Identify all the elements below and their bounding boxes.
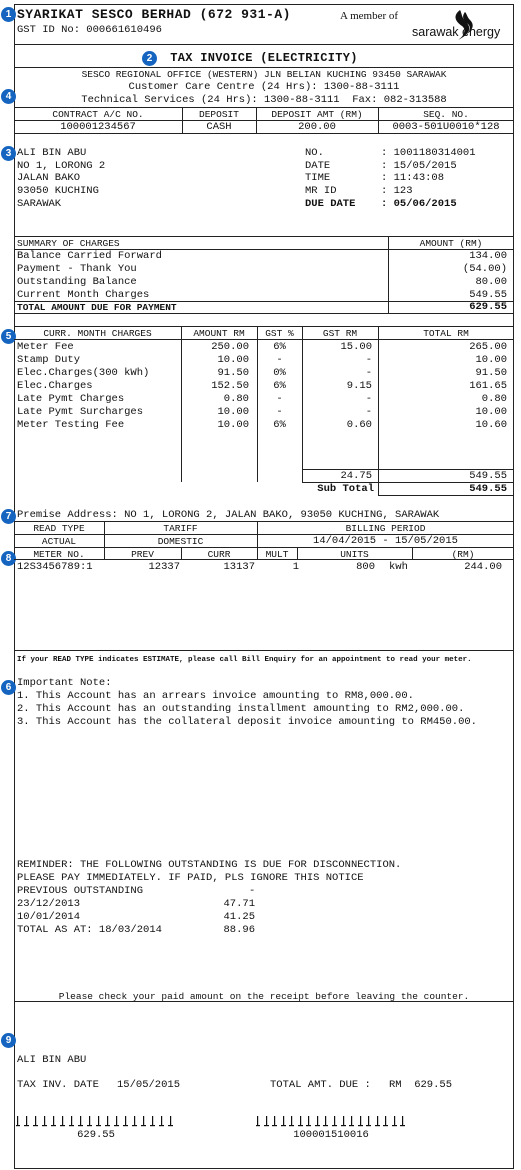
barcode-bar: [152, 1116, 153, 1126]
summary-header: SUMMARY OF CHARGES: [17, 238, 120, 249]
premise-address: Premise Address: NO 1, LORONG 2, JALAN BAKO, 93050 KUCHING, SARAWAK: [17, 509, 440, 521]
barcode-bar: [134, 1116, 135, 1126]
tariff-value: DOMESTIC: [157, 536, 204, 547]
customer-address-line4: SARAWAK: [17, 198, 62, 210]
brand-text: sarawak energy: [412, 25, 501, 39]
charge-amount: 0.80: [223, 393, 249, 405]
barcode-bar-foot: [256, 1125, 260, 1126]
barcode-bar: [385, 1116, 386, 1126]
invoice-title: TAX INVOICE (ELECTRICITY): [170, 51, 358, 65]
barcode-bar: [17, 1116, 18, 1126]
estimate-note: If your READ TYPE indicates ESTIMATE, please call Bill Enquiry for an appointment to read your meter.: [17, 656, 472, 664]
summary-amount: (54.00): [462, 263, 507, 275]
barcode-bar-foot: [78, 1125, 83, 1126]
divider: [104, 521, 105, 547]
charge-gst-amount: 9.15: [346, 380, 372, 392]
charge-total: 10.60: [475, 419, 507, 431]
member-of-label: A member of: [340, 10, 399, 22]
billing-period-value: 14/04/2015 - 15/05/2015: [313, 535, 458, 547]
charge-gst-amount: -: [365, 406, 372, 418]
reminder-line1: REMINDER: THE FOLLOWING OUTSTANDING IS DUE FOR DISCONNECTION.: [17, 859, 402, 871]
barcode-bar-foot: [332, 1125, 337, 1126]
barcode-bar-foot: [306, 1125, 311, 1126]
deposit-amount: 200.00: [298, 121, 336, 133]
barcode-bar: [351, 1116, 352, 1126]
read-type-header: READ TYPE: [33, 523, 85, 534]
reminder-line2: PLEASE PAY IMMEDIATELY. IF PAID, PLS IGNORE THIS NOTICE: [17, 872, 364, 884]
charge-gst-amount: 15.00: [340, 341, 372, 353]
summary-amount-header: AMOUNT (RM): [419, 238, 483, 249]
barcode-bar-foot: [366, 1125, 371, 1126]
due-date-value: : 05/06/2015: [381, 198, 457, 210]
barcode-bar: [334, 1116, 335, 1126]
customer-address-line1: NO 1, LORONG 2: [17, 160, 106, 172]
company-name: SYARIKAT SESCO BERHAD (672 931-A): [17, 7, 291, 22]
barcode-bar: [377, 1116, 378, 1126]
divider: [14, 313, 514, 314]
barcode-bar: [71, 1116, 72, 1126]
check-receipt-note: Please check your paid amount on the receipt before leaving the counter.: [58, 991, 470, 1002]
barcode-bar-foot: [298, 1125, 303, 1126]
summary-label: Payment - Thank You: [17, 263, 137, 275]
barcode-bar-foot: [168, 1125, 173, 1126]
charge-amount: 91.50: [217, 367, 249, 379]
charge-total: 0.80: [481, 393, 507, 405]
divider: [14, 133, 514, 134]
charge-amount: 152.50: [211, 380, 249, 392]
barcode-bar: [308, 1116, 309, 1126]
barcode-bar-foot: [96, 1125, 101, 1126]
slip-date-label: TAX INV. DATE: [17, 1079, 99, 1091]
charges-header-gst-pct: GST %: [265, 328, 294, 339]
curr-header: CURR: [207, 549, 231, 560]
barcode-bar-foot: [33, 1125, 38, 1126]
charge-gst-amount: 0.60: [346, 419, 372, 431]
barcode-bar: [317, 1116, 318, 1126]
billing-period-header: BILLING PERIOD: [345, 523, 426, 534]
charge-gst-percent: 6%: [273, 341, 286, 353]
barcode-bar-foot: [159, 1125, 164, 1126]
multiplier: 1: [292, 561, 299, 573]
charge-gst-amount: -: [365, 393, 372, 405]
outstanding-amount: 47.71: [223, 898, 255, 910]
meter-rm-value: 244.00: [464, 561, 502, 573]
account-header-deposit-amt: DEPOSIT AMT (RM): [271, 109, 363, 120]
barcode-bar: [402, 1116, 403, 1126]
charge-gst-percent: 0%: [273, 367, 286, 379]
barcode-bar-foot: [392, 1125, 397, 1126]
barcode-bar-foot: [289, 1125, 294, 1126]
bill-no-label: NO.: [305, 147, 324, 159]
barcode-bar-foot: [132, 1125, 137, 1126]
units-value: 800: [356, 561, 375, 573]
barcode-bar: [360, 1116, 361, 1126]
charge-gst-percent: -: [276, 393, 283, 405]
charge-description: Meter Testing Fee: [17, 419, 125, 431]
gst-id: GST ID No: 000661610496: [17, 24, 162, 36]
barcode-bar-foot: [87, 1125, 92, 1126]
barcode-bar: [368, 1116, 369, 1126]
important-note-item: 1. This Account has an arrears invoice amounting to RM8,000.00.: [17, 690, 414, 702]
barcode-bar-foot: [150, 1125, 155, 1126]
barcode-amount: [16, 1116, 181, 1128]
divider: [181, 547, 182, 559]
subtotal-label: Sub Total: [317, 483, 374, 495]
barcode-bar-foot: [281, 1125, 286, 1126]
charge-gst-percent: 6%: [273, 380, 286, 392]
barcode-bar: [125, 1116, 126, 1126]
outstanding-total-label: TOTAL AS AT: 18/03/2014: [17, 924, 162, 936]
charge-amount: 10.00: [217, 419, 249, 431]
deposit-type: CASH: [206, 121, 232, 133]
barcode-bar-foot: [358, 1125, 363, 1126]
account-header-seq: SEQ. NO.: [423, 109, 469, 120]
units-header: UNITS: [340, 549, 369, 560]
divider: [378, 107, 379, 133]
marker-4: 4: [1, 89, 16, 104]
charge-description: Stamp Duty: [17, 354, 81, 366]
charges-header-desc: CURR. MONTH CHARGES: [43, 328, 152, 339]
bill-no-value: : 1001180314001: [381, 147, 476, 159]
slip-due-value: RM 629.55: [389, 1079, 453, 1091]
mult-header: MULT: [265, 549, 289, 560]
customer-address-line3: 93050 KUCHING: [17, 185, 99, 197]
barcode-bar: [266, 1116, 267, 1126]
tariff-header: TARIFF: [163, 523, 198, 534]
barcode-amount-text: 629.55: [77, 1129, 115, 1141]
units-kwh: kwh: [389, 561, 408, 573]
summary-label: Balance Carried Forward: [17, 250, 162, 262]
marker-1: 1: [1, 7, 16, 22]
charges-header-amount: AMOUNT RM: [193, 328, 245, 339]
prev-header: PREV: [131, 549, 154, 560]
barcode-bar-foot: [123, 1125, 128, 1126]
charge-total: 10.00: [475, 354, 507, 366]
barcode-bar-foot: [51, 1125, 56, 1126]
barcode-bar: [26, 1116, 27, 1126]
account-header-contract: CONTRACT A/C NO.: [52, 109, 144, 120]
barcode-bar: [116, 1116, 117, 1126]
curr-reading: 13137: [223, 561, 255, 573]
barcode-bar: [107, 1116, 108, 1126]
barcode-bar-foot: [16, 1125, 20, 1126]
summary-amount: 80.00: [475, 276, 507, 288]
marker-3: 3: [1, 146, 16, 161]
barcode-bar: [343, 1116, 344, 1126]
barcode-bar-foot: [69, 1125, 74, 1126]
mr-id-value: : 123: [381, 185, 413, 197]
barcode-bar-foot: [105, 1125, 110, 1126]
barcode-bar: [62, 1116, 63, 1126]
previous-outstanding-dash: -: [249, 885, 256, 897]
read-type-value: ACTUAL: [41, 536, 77, 547]
summary-label: Current Month Charges: [17, 289, 150, 301]
charge-gst-percent: -: [276, 406, 283, 418]
customer-address-line2: JALAN BAKO: [17, 172, 81, 184]
marker-2: 2: [142, 51, 157, 66]
barcode-bar-foot: [349, 1125, 354, 1126]
barcode-bar: [53, 1116, 54, 1126]
summary-amount: 134.00: [469, 250, 507, 262]
divider: [14, 559, 514, 560]
barcode-bar: [274, 1116, 275, 1126]
contract-account-no: 100001234567: [60, 121, 136, 133]
important-note-title: Important Note:: [17, 677, 112, 689]
barcode-bar-foot: [341, 1125, 346, 1126]
marker-8: 8: [1, 551, 16, 566]
charge-description: Elec.Charges: [17, 380, 93, 392]
summary-amount: 549.55: [469, 289, 507, 301]
outstanding-date: 10/01/2014: [17, 911, 81, 923]
divider: [14, 650, 514, 651]
barcode-bar-foot: [141, 1125, 146, 1126]
marker-6: 6: [1, 680, 16, 695]
account-header-deposit: DEPOSIT: [199, 109, 239, 120]
customer-care: Customer Care Centre (24 Hrs): 1300-88-3111: [128, 81, 400, 93]
sarawak-energy-logo: [412, 8, 512, 42]
charges-header-total: TOTAL RM: [423, 328, 469, 339]
charge-total: 161.65: [469, 380, 507, 392]
barcode-bar: [257, 1116, 258, 1126]
divider: [104, 547, 105, 559]
bill-date-value: : 15/05/2015: [381, 160, 457, 172]
subtotal-value: 549.55: [469, 483, 507, 495]
sequence-no: 0003-501U0010*128: [392, 121, 500, 133]
technical-services: Technical Services (24 Hrs): 1300-88-3111 Fax: 082-313588: [81, 94, 447, 106]
barcode-bar-foot: [60, 1125, 65, 1126]
barcode-bar-foot: [400, 1125, 405, 1126]
divider: [14, 44, 514, 45]
charge-amount: 10.00: [217, 354, 249, 366]
charge-gst-percent: -: [276, 354, 283, 366]
bill-time-label: TIME: [305, 172, 331, 184]
gst-total: 24.75: [340, 470, 372, 482]
barcode-bar: [300, 1116, 301, 1126]
barcode-reference: [256, 1116, 412, 1128]
divider: [182, 107, 183, 133]
barcode-bar-foot: [272, 1125, 277, 1126]
barcode-bar: [35, 1116, 36, 1126]
important-note-item: 2. This Account has an outstanding installment amounting to RM2,000.00.: [17, 703, 465, 715]
divider: [14, 339, 514, 340]
divider: [256, 107, 257, 133]
barcode-bar: [394, 1116, 395, 1126]
barcode-bar-foot: [264, 1125, 269, 1126]
barcode-bar: [161, 1116, 162, 1126]
total-due-amount: 629.55: [469, 301, 507, 313]
slip-due-label: TOTAL AMT. DUE :: [270, 1079, 371, 1091]
marker-7: 7: [1, 509, 16, 524]
slip-customer-name: ALI BIN ABU: [17, 1054, 87, 1066]
charge-total: 91.50: [475, 367, 507, 379]
outstanding-amount: 41.25: [223, 911, 255, 923]
barcode-bar-foot: [42, 1125, 47, 1126]
charge-amount: 10.00: [217, 406, 249, 418]
barcode-bar: [283, 1116, 284, 1126]
charge-total: 10.00: [475, 406, 507, 418]
charge-total: 265.00: [469, 341, 507, 353]
barcode-bar: [44, 1116, 45, 1126]
summary-label: Outstanding Balance: [17, 276, 137, 288]
customer-name: ALI BIN ABU: [17, 147, 87, 159]
important-note-item: 3. This Account has the collateral deposit invoice amounting to RM450.00.: [17, 716, 477, 728]
charge-gst-amount: -: [365, 367, 372, 379]
bill-time-value: : 11:43:08: [381, 172, 445, 184]
previous-outstanding-label: PREVIOUS OUTSTANDING: [17, 885, 144, 897]
bill-date-label: DATE: [305, 160, 331, 172]
charges-header-gst-rm: GST RM: [322, 328, 358, 339]
barcode-bar-foot: [315, 1125, 320, 1126]
meter-no-header: METER NO.: [33, 549, 85, 560]
outstanding-total-amount: 88.96: [223, 924, 255, 936]
barcode-bar: [143, 1116, 144, 1126]
mr-id-label: MR ID: [305, 185, 337, 197]
prev-reading: 12337: [148, 561, 180, 573]
barcode-bar: [98, 1116, 99, 1126]
barcode-bar: [89, 1116, 90, 1126]
barcode-bar: [291, 1116, 292, 1126]
office-address: SESCO REGIONAL OFFICE (WESTERN) JLN BELIAN KUCHING 93450 SARAWAK: [81, 69, 447, 80]
barcode-bar-foot: [114, 1125, 119, 1126]
marker-9: 9: [1, 1033, 16, 1048]
barcode-bar-foot: [24, 1125, 29, 1126]
barcode-bar: [325, 1116, 326, 1126]
barcode-bar-foot: [383, 1125, 388, 1126]
marker-5: 5: [1, 329, 16, 344]
divider: [378, 495, 514, 496]
charge-description: Late Pymt Surcharges: [17, 406, 144, 418]
barcode-bar: [80, 1116, 81, 1126]
charge-description: Elec.Charges(300 kWh): [17, 367, 150, 379]
divider: [297, 547, 298, 559]
charge-description: Late Pymt Charges: [17, 393, 125, 405]
barcode-reference-text: 100001510016: [293, 1129, 369, 1141]
charges-grand-total: 549.55: [469, 470, 507, 482]
rm-header: (RM): [451, 549, 475, 560]
barcode-bar-foot: [323, 1125, 328, 1126]
barcode-bar-foot: [375, 1125, 380, 1126]
total-due-label: TOTAL AMOUNT DUE FOR PAYMENT: [17, 302, 177, 313]
barcode-bar: [170, 1116, 171, 1126]
divider: [14, 1001, 514, 1002]
meter-no-value: 12S3456789:1: [17, 561, 93, 573]
outstanding-date: 23/12/2013: [17, 898, 81, 910]
divider: [412, 547, 413, 559]
charge-gst-amount: -: [365, 354, 372, 366]
charge-gst-percent: 6%: [273, 419, 286, 431]
charge-description: Meter Fee: [17, 341, 74, 353]
slip-date-value: 15/05/2015: [117, 1079, 181, 1091]
due-date-label: DUE DATE: [305, 198, 356, 210]
charge-amount: 250.00: [211, 341, 249, 353]
